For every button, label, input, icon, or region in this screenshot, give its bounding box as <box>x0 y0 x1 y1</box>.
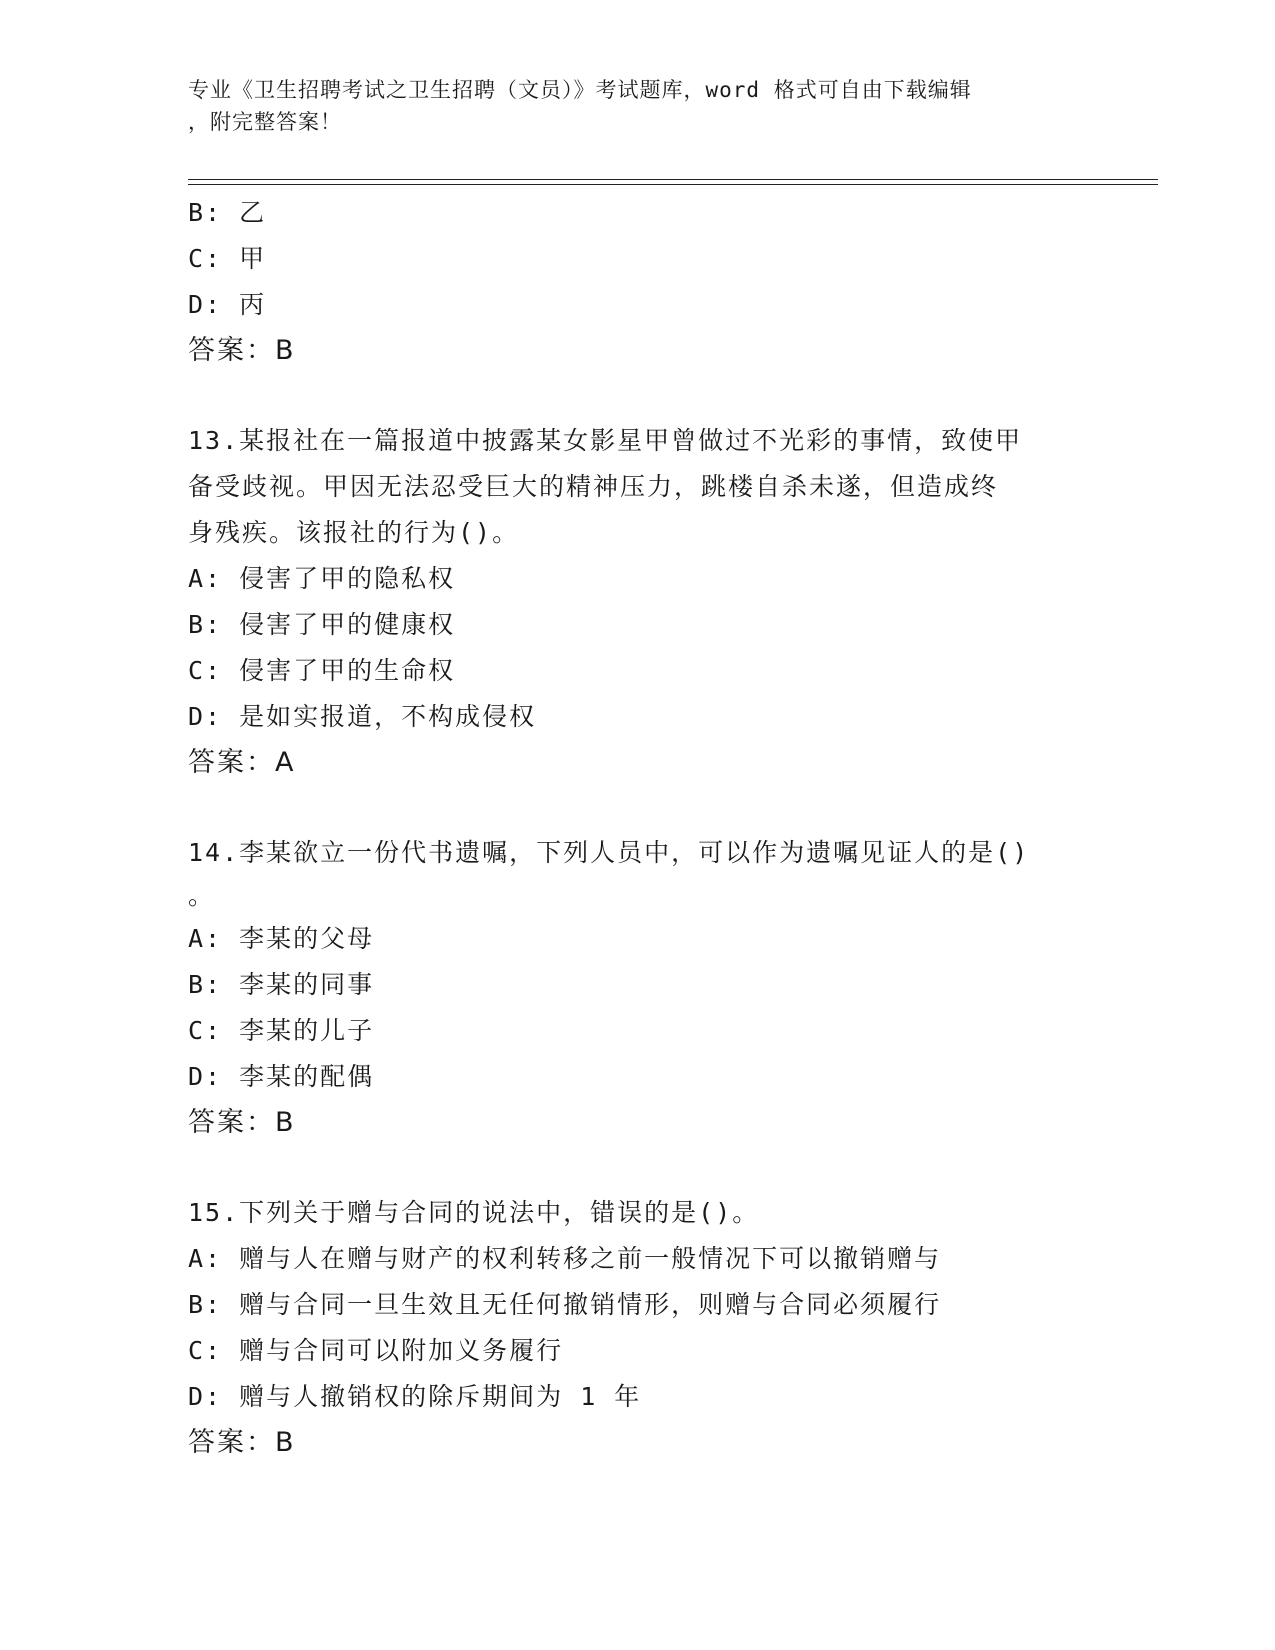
header-line-2: ，附完整答案！ <box>188 110 342 134</box>
question-15 <box>188 1190 1088 1466</box>
header-line-1: 专业《卫生招聘考试之卫生招聘（文员）》考试题库，word 格式可自由下载编辑 <box>188 78 972 102</box>
document-header <box>188 74 1068 138</box>
answer-line: 答案：A <box>188 747 296 778</box>
answer-line: 答案：B <box>188 1427 296 1458</box>
option-b: B: 赠与合同一旦生效且无任何撤销情形，则赠与合同必须履行 <box>188 1290 942 1319</box>
option-d: D: 丙 <box>188 290 267 319</box>
header-rule-top <box>188 179 1158 180</box>
question-text-line: 身残疾。该报社的行为()。 <box>188 518 520 547</box>
question-text-line: 15.下列关于赠与合同的说法中，错误的是()。 <box>188 1198 760 1227</box>
spacer <box>188 374 1088 418</box>
option-a: A: 李某的父母 <box>188 924 375 953</box>
option-d: D: 李某的配偶 <box>188 1062 375 1091</box>
question-text-line: 13.某报社在一篇报道中披露某女影星甲曾做过不光彩的事情，致使甲 <box>188 426 1023 455</box>
option-a: A: 侵害了甲的隐私权 <box>188 564 456 593</box>
option-d: D: 是如实报道，不构成侵权 <box>188 702 537 731</box>
option-b: B: 李某的同事 <box>188 970 375 999</box>
question-content <box>188 190 1088 1466</box>
question-13 <box>188 418 1088 786</box>
option-a: A: 赠与人在赠与财产的权利转移之前一般情况下可以撤销赠与 <box>188 1244 942 1273</box>
previous-question-tail <box>188 190 1088 374</box>
answer-line: 答案：B <box>188 1107 296 1138</box>
header-rule-bottom <box>188 184 1158 185</box>
question-14 <box>188 830 1088 1146</box>
spacer <box>188 786 1088 830</box>
question-text-line: 14.李某欲立一份代书遗嘱，下列人员中，可以作为遗嘱见证人的是() <box>188 838 1030 867</box>
answer-line: 答案：B <box>188 335 296 366</box>
option-b: B: 乙 <box>188 198 267 227</box>
option-b: B: 侵害了甲的健康权 <box>188 610 456 639</box>
spacer <box>188 1146 1088 1190</box>
option-c: C: 侵害了甲的生命权 <box>188 656 456 685</box>
question-text-line: 备受歧视。甲因无法忍受巨大的精神压力，跳楼自杀未遂，但造成终 <box>188 472 999 501</box>
option-c: C: 甲 <box>188 244 267 273</box>
question-text-line: 。 <box>188 881 216 910</box>
option-c: C: 李某的儿子 <box>188 1016 375 1045</box>
option-c: C: 赠与合同可以附加义务履行 <box>188 1336 564 1365</box>
option-d: D: 赠与人撤销权的除斥期间为 1 年 <box>188 1382 642 1411</box>
